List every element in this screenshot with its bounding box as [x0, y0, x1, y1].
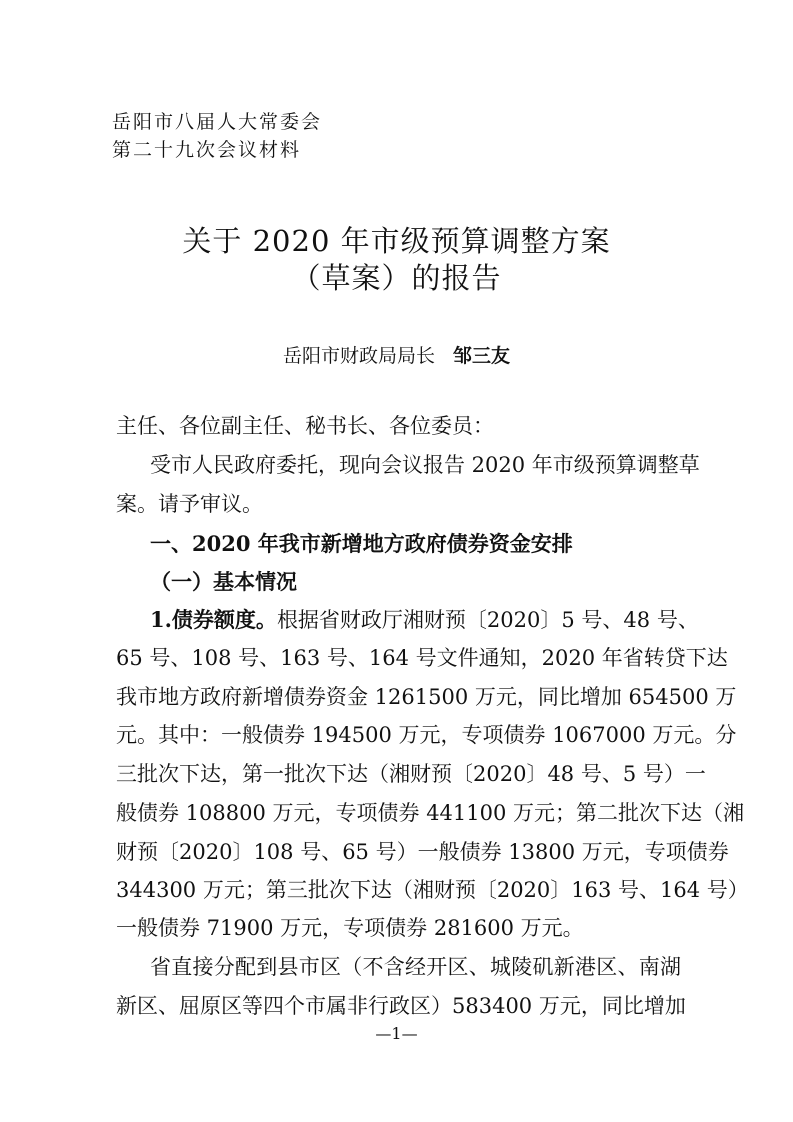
author-name: 邹三友 [453, 345, 511, 367]
paragraph-line: 我市地方政府新增债券资金 1261500 万元，同比增加 654500 万 [116, 685, 737, 709]
page-number: —1— [375, 1024, 418, 1043]
paragraph-line: 般债券 108800 万元，专项债券 441100 万元；第二批次下达（湘 [116, 801, 745, 825]
paragraph-line: 344300 万元；第三批次下达（湘财预〔2020〕163 号、164 号） [116, 878, 749, 902]
author-role: 岳阳市财政局局长 [282, 345, 435, 367]
subsection-heading: （一）基本情况 [150, 569, 297, 594]
salutation: 主任、各位副主任、秘书长、各位委员： [116, 414, 494, 438]
section-heading: 一、2020 年我市新增地方政府债券资金安排 [150, 531, 573, 556]
paragraph-line: 元。其中：一般债券 194500 万元，专项债券 1067000 万元。分 [116, 723, 737, 747]
paragraph-lead: 1.债券额度。 [150, 607, 277, 632]
paragraph-line: 三批次下达，第一批次下达（湘财预〔2020〕48 号、5 号）一 [116, 762, 706, 786]
meeting-header-line2: 第二十九次会议材料 [112, 139, 302, 161]
meeting-header-line1: 岳阳市八届人大常委会 [112, 111, 323, 133]
paragraph-line: 财预〔2020〕108 号、65 号）一般债券 13800 万元，专项债券 [116, 840, 729, 864]
report-title-line1: 关于 2020 年市级预算调整方案 [182, 224, 611, 258]
paragraph-line: 新区、屈原区等四个市属非行政区）583400 万元，同比增加 [116, 994, 686, 1018]
paragraph-text: 根据省财政厅湘财预〔2020〕5 号、48 号、 [276, 608, 699, 632]
intro-line: 案。请予审议。 [116, 492, 263, 516]
author-line [0, 341, 793, 368]
paragraph-line: 65 号、108 号、163 号、164 号文件通知，2020 年省转贷下达 [116, 646, 728, 670]
paragraph-line [150, 600, 699, 640]
intro-line: 受市人民政府委托，现向会议报告 2020 年市级预算调整草 [150, 453, 700, 477]
paragraph-line: 一般债券 71900 万元，专项债券 281600 万元。 [116, 916, 584, 940]
paragraph-line: 省直接分配到县市区（不含经开区、城陵矶新港区、南湖 [150, 955, 681, 979]
report-title-line2: （草案）的报告 [291, 261, 502, 295]
